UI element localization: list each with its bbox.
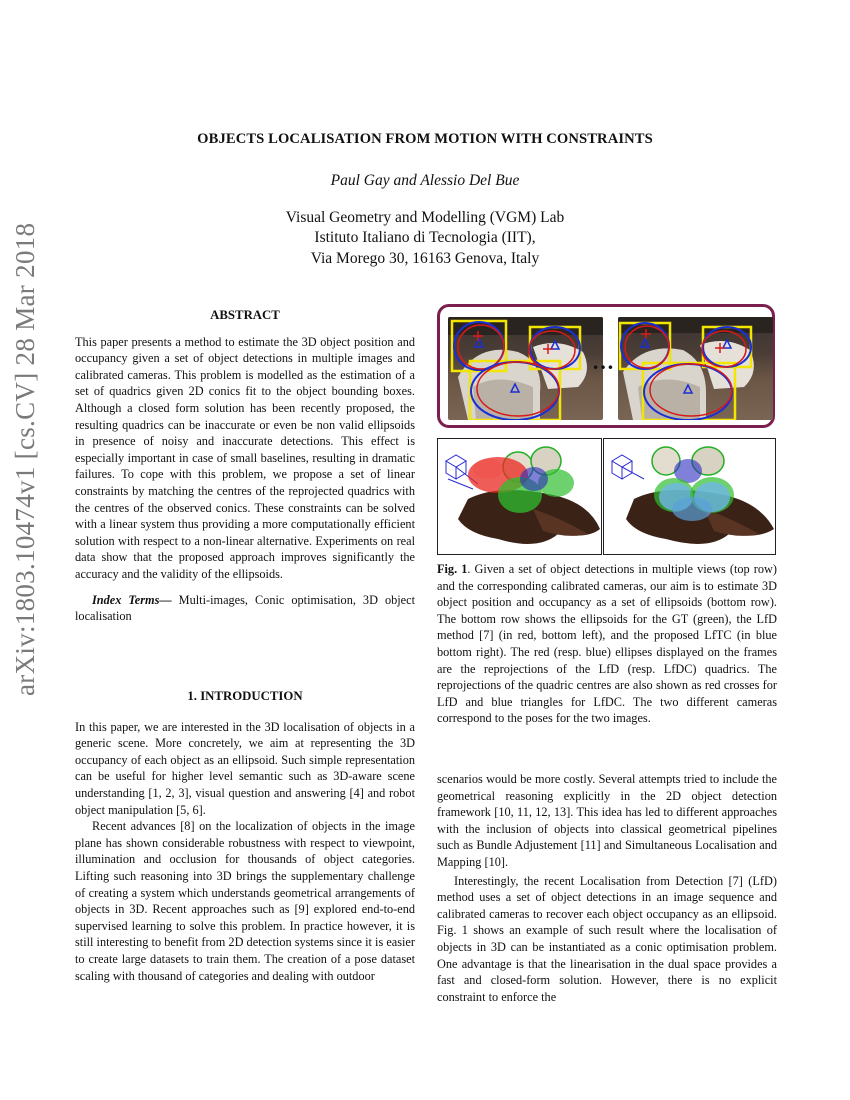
figure-caption: [437, 561, 777, 727]
index-terms: [75, 592, 415, 625]
abstract-heading: ABSTRACT: [210, 308, 280, 322]
frame-image-2: [618, 317, 773, 420]
right-paragraph-1: scenarios would be more costly. Several attempts tried to include the geometrical reasoning explicitly in the 2D object detection framework [10, 11, 12, 13]. This idea has led to different approaches with the inclusion of objects into classical geometrical pipelines such as Bundle Adjustement [11] and Simultaneous Localisation and Mapping [10].: [437, 772, 777, 869]
introduction-paragraph-2: Recent advances [8] on the localization of objects in the image plane has shown considerable robustness with respect to viewpoint, illumination and occlusion for thousands of object categories. Lifting such reasoning into 3D brings the supplementary challenge of creating a system which understands geometrical arrangements of objects in 3D. Recent approaches such as [9] explored end-to-end supervised learning to solve this problem. In practice however, it is still interesting to benefit from 2D detection systems since it is easier to create large datasets to train them. The creation of a pose dataset scaling with thousand of categories and dealing with outdoor: [75, 819, 415, 983]
figure-caption-text: . Given a set of object detections in multiple views (top row) and the corresponding calibrated cameras, our aim is to estimate 3D object position and occupancy as a set of ellipsoids (bottom row). The bottom row shows the ellipsoids for the GT (green), the LfD method [7] (in red, bottom left), and the proposed LfTC (in blue bottom right). The red (resp. blue) ellipses displayed on the frames are the reprojections of the LfD (resp. LfDC) quadrics. The reprojections of the quadric centres are also shown as red crosses for LfD and blue triangles for LfDC. The two different cameras correspond to the poses for the two images.: [437, 562, 777, 726]
ellipsis-separator: …: [592, 349, 614, 374]
abstract-section: [75, 307, 415, 625]
right-paragraph-2: Interestingly, the recent Localisation from Detection [7] (LfD) method uses a set of object detections in an image sequence and calibrated cameras to recover each object occupancy as an ellipsoid. Fig. 1 shows an example of such result where the localisation of objects in 3D can be instantiated as a conic optimisation problem. One advantage is that the linearisation in the dual space provides a fast and closed-form solution. However, there is no explicit constraint to enforce the: [437, 873, 777, 1004]
arxiv-identifier: arXiv:1803.10474v1 [cs.CV] 28 Mar 2018: [10, 222, 40, 696]
introduction-section: [75, 688, 415, 984]
index-terms-text: Multi-images, Conic optimisation, 3D object localisation: [75, 592, 415, 624]
introduction-heading: 1. INTRODUCTION: [187, 689, 303, 703]
affiliation-line-2: Istituto Italiano di Tecnologia (IIT),: [314, 229, 536, 246]
frame-image-1: [448, 317, 603, 420]
index-terms-label: Index Terms—: [92, 592, 172, 607]
reconstruction-lfd-panel: [437, 438, 602, 555]
paper-authors: Paul Gay and Alessio Del Bue: [330, 172, 520, 189]
figure-top-row: [437, 304, 775, 428]
figure-label: Fig. 1: [437, 562, 468, 576]
abstract-text: This paper presents a method to estimate the 3D object position and occupancy given a set of object detections in multiple images and calibrated cameras. This problem is modelled as the estimation of a set of quadrics given 2D conics fit to the object bounding boxes. Although a closed form solution has been recently proposed, the resulting quadrics can be inaccurate or even be non valid ellipsoids in presence of noisy and inaccurate detections. This effect is especially important in case of small baselines, resulting in dramatic failures. To cope with this problem, we propose a set of linear constraints by matching the centres of the reprojected quadrics with the centres of the observed conics. These constraints can be solved with a linear system thus providing a more computationally efficient solution with respect to a non-linear alternative. Experiments on real data show that the proposed approach improves significantly the accuracy and the validity of the ellipsoids.: [75, 334, 415, 581]
reconstruction-lftc-panel: [603, 438, 776, 555]
affiliation-line-3: Via Morego 30, 16163 Genova, Italy: [310, 250, 540, 267]
affiliation-line-1: Visual Geometry and Modelling (VGM) Lab: [285, 209, 565, 226]
paper-title: OBJECTS LOCALISATION FROM MOTION WITH CONSTRAINTS: [197, 131, 653, 147]
introduction-paragraph-1: In this paper, we are interested in the 3D localisation of objects in a generic scene. More concretely, we aim at representing the 3D occupancy of each object as an ellipsoid. Such simple representation can be useful for higher level semantic such as 3D-aware scene understanding [1, 2, 3], visual question and answering [4] and robot object manipulation [5, 6].: [75, 719, 415, 817]
right-column-text: [437, 771, 777, 1005]
